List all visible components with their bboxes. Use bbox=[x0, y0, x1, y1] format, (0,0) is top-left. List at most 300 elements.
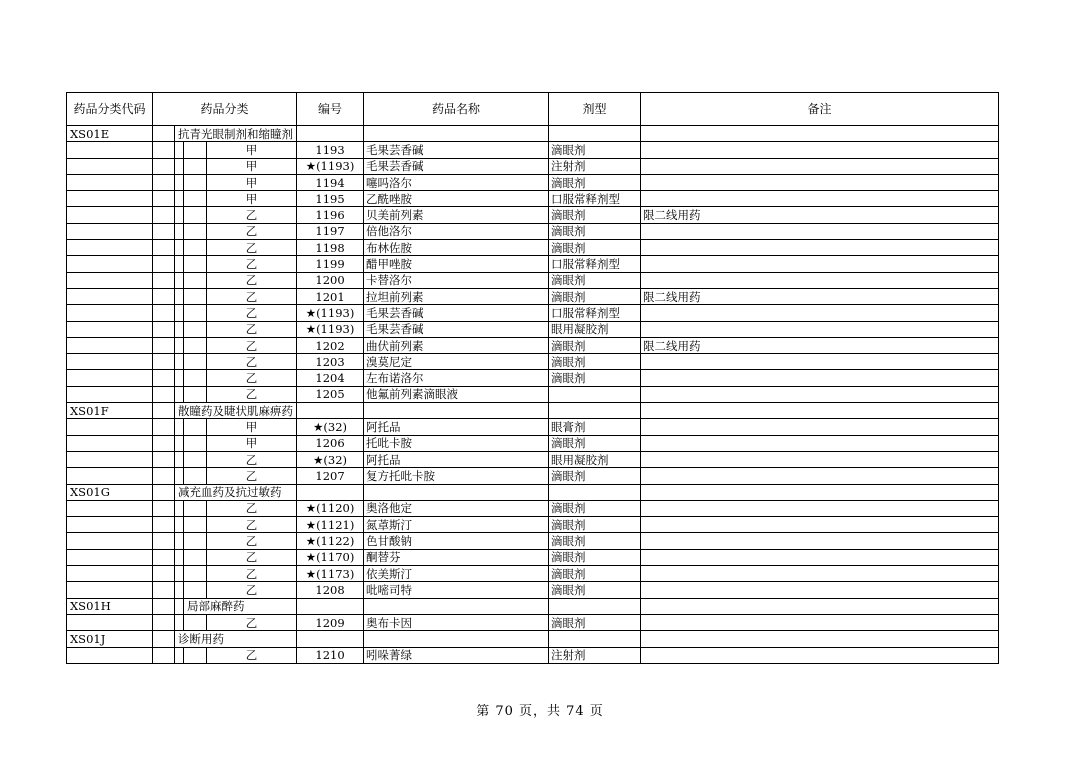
table-row bbox=[67, 207, 999, 223]
indent-cell bbox=[184, 256, 207, 272]
table-row bbox=[67, 370, 999, 386]
note-cell: 限二线用药 bbox=[641, 337, 999, 353]
table-row bbox=[67, 272, 999, 288]
indent-cell bbox=[153, 386, 175, 402]
indent-cell bbox=[184, 549, 207, 565]
note-cell bbox=[641, 174, 999, 190]
dosage-form-cell: 滴眼剂 bbox=[549, 337, 641, 353]
category-cell: 局部麻醉药 bbox=[184, 598, 297, 614]
note-cell bbox=[641, 191, 999, 207]
dosage-form-cell bbox=[549, 386, 641, 402]
indent-cell bbox=[184, 337, 207, 353]
note-cell bbox=[641, 386, 999, 402]
category-row bbox=[67, 598, 999, 614]
header-note: 备注 bbox=[641, 93, 999, 126]
header-name: 药品名称 bbox=[364, 93, 549, 126]
indent-cell bbox=[184, 305, 207, 321]
grade-cell: 乙 bbox=[207, 566, 297, 582]
table-row bbox=[67, 191, 999, 207]
number-cell: 1201 bbox=[297, 288, 364, 304]
dosage-form-cell: 口服常释剂型 bbox=[549, 256, 641, 272]
category-cell: 诊断用药 bbox=[175, 631, 297, 647]
drug-name-cell: 卡替洛尔 bbox=[364, 272, 549, 288]
grade-cell: 乙 bbox=[207, 517, 297, 533]
number-cell: 1208 bbox=[297, 582, 364, 598]
table-body bbox=[67, 126, 999, 664]
number-cell: 1200 bbox=[297, 272, 364, 288]
number-cell: 1194 bbox=[297, 174, 364, 190]
indent-cell bbox=[153, 142, 175, 158]
indent-cell bbox=[175, 142, 184, 158]
number-cell: ★(1193) bbox=[297, 321, 364, 337]
table-row bbox=[67, 419, 999, 435]
grade-cell: 乙 bbox=[207, 321, 297, 337]
indent-cell bbox=[175, 549, 184, 565]
drug-name-cell: 贝美前列素 bbox=[364, 207, 549, 223]
page-footer: 第 70 页，共 74 页 bbox=[476, 704, 604, 719]
indent-cell bbox=[175, 451, 184, 467]
table-row bbox=[67, 288, 999, 304]
dosage-form-cell: 口服常释剂型 bbox=[549, 191, 641, 207]
header-form: 剂型 bbox=[549, 93, 641, 126]
indent-cell bbox=[175, 370, 184, 386]
dosage-form-cell: 眼膏剂 bbox=[549, 419, 641, 435]
number-cell: 1210 bbox=[297, 647, 364, 663]
dosage-form-cell bbox=[549, 484, 641, 500]
number-cell bbox=[297, 631, 364, 647]
dosage-form-cell: 注射剂 bbox=[549, 647, 641, 663]
drug-name-cell: 奥洛他定 bbox=[364, 500, 549, 516]
code-cell bbox=[67, 533, 153, 549]
indent-cell bbox=[153, 191, 175, 207]
code-cell bbox=[67, 647, 153, 663]
code-cell bbox=[67, 142, 153, 158]
indent-cell bbox=[153, 272, 175, 288]
code-cell bbox=[67, 549, 153, 565]
grade-cell: 乙 bbox=[207, 386, 297, 402]
number-cell: ★(1122) bbox=[297, 533, 364, 549]
table-row bbox=[67, 256, 999, 272]
table-row bbox=[67, 582, 999, 598]
drug-name-cell: 拉坦前列素 bbox=[364, 288, 549, 304]
indent-cell bbox=[175, 500, 184, 516]
code-cell bbox=[67, 191, 153, 207]
indent-cell bbox=[175, 256, 184, 272]
indent-cell bbox=[175, 288, 184, 304]
number-cell bbox=[297, 484, 364, 500]
note-cell bbox=[641, 614, 999, 630]
drug-name-cell: 吲哚菁绿 bbox=[364, 647, 549, 663]
indent-cell bbox=[153, 419, 175, 435]
dosage-form-cell: 滴眼剂 bbox=[549, 207, 641, 223]
grade-cell: 乙 bbox=[207, 468, 297, 484]
number-cell: 1193 bbox=[297, 142, 364, 158]
grade-cell: 乙 bbox=[207, 305, 297, 321]
drug-name-cell: 溴莫尼定 bbox=[364, 354, 549, 370]
grade-cell: 乙 bbox=[207, 370, 297, 386]
drug-name-cell: 托吡卡胺 bbox=[364, 435, 549, 451]
code-cell bbox=[67, 305, 153, 321]
indent-cell bbox=[153, 403, 175, 419]
indent-cell bbox=[153, 500, 175, 516]
number-cell bbox=[297, 403, 364, 419]
indent-cell bbox=[175, 321, 184, 337]
indent-cell bbox=[175, 419, 184, 435]
drug-name-cell bbox=[364, 403, 549, 419]
indent-cell bbox=[153, 566, 175, 582]
grade-cell: 乙 bbox=[207, 337, 297, 353]
grade-cell: 甲 bbox=[207, 191, 297, 207]
number-cell: 1198 bbox=[297, 240, 364, 256]
number-cell bbox=[297, 598, 364, 614]
grade-cell: 乙 bbox=[207, 256, 297, 272]
number-cell: ★(1120) bbox=[297, 500, 364, 516]
note-cell bbox=[641, 631, 999, 647]
dosage-form-cell: 滴眼剂 bbox=[549, 288, 641, 304]
grade-cell: 甲 bbox=[207, 174, 297, 190]
dosage-form-cell bbox=[549, 598, 641, 614]
category-row bbox=[67, 126, 999, 142]
indent-cell bbox=[184, 386, 207, 402]
category-cell: 减充血药及抗过敏药 bbox=[175, 484, 297, 500]
grade-cell: 乙 bbox=[207, 288, 297, 304]
table-row bbox=[67, 158, 999, 174]
indent-cell bbox=[153, 468, 175, 484]
dosage-form-cell bbox=[549, 631, 641, 647]
table-row bbox=[67, 517, 999, 533]
dosage-form-cell: 滴眼剂 bbox=[549, 240, 641, 256]
indent-cell bbox=[175, 614, 184, 630]
indent-cell bbox=[184, 207, 207, 223]
code-cell bbox=[67, 566, 153, 582]
table-row bbox=[67, 174, 999, 190]
code-cell bbox=[67, 288, 153, 304]
indent-cell bbox=[153, 631, 175, 647]
indent-cell bbox=[153, 517, 175, 533]
code-cell bbox=[67, 419, 153, 435]
indent-cell bbox=[175, 223, 184, 239]
dosage-form-cell: 滴眼剂 bbox=[549, 223, 641, 239]
indent-cell bbox=[184, 158, 207, 174]
code-cell bbox=[67, 500, 153, 516]
note-cell bbox=[641, 435, 999, 451]
number-cell: ★(1193) bbox=[297, 305, 364, 321]
note-cell bbox=[641, 126, 999, 142]
number-cell: ★(32) bbox=[297, 419, 364, 435]
code-cell bbox=[67, 223, 153, 239]
dosage-form-cell: 滴眼剂 bbox=[549, 614, 641, 630]
drug-name-cell: 左布诺洛尔 bbox=[364, 370, 549, 386]
dosage-form-cell: 滴眼剂 bbox=[549, 370, 641, 386]
grade-cell: 甲 bbox=[207, 142, 297, 158]
indent-cell bbox=[153, 288, 175, 304]
grade-cell: 乙 bbox=[207, 549, 297, 565]
code-cell bbox=[67, 272, 153, 288]
number-cell: ★(1173) bbox=[297, 566, 364, 582]
indent-cell bbox=[184, 272, 207, 288]
note-cell bbox=[641, 419, 999, 435]
indent-cell bbox=[153, 256, 175, 272]
code-cell bbox=[67, 240, 153, 256]
indent-cell bbox=[153, 354, 175, 370]
note-cell bbox=[641, 582, 999, 598]
number-cell bbox=[297, 126, 364, 142]
drug-name-cell: 醋甲唑胺 bbox=[364, 256, 549, 272]
indent-cell bbox=[184, 174, 207, 190]
note-cell bbox=[641, 566, 999, 582]
dosage-form-cell: 滴眼剂 bbox=[549, 566, 641, 582]
indent-cell bbox=[175, 435, 184, 451]
drug-name-cell: 毛果芸香碱 bbox=[364, 158, 549, 174]
indent-cell bbox=[153, 174, 175, 190]
dosage-form-cell: 注射剂 bbox=[549, 158, 641, 174]
code-cell bbox=[67, 614, 153, 630]
code-cell bbox=[67, 435, 153, 451]
indent-cell bbox=[184, 582, 207, 598]
number-cell: 1203 bbox=[297, 354, 364, 370]
dosage-form-cell: 滴眼剂 bbox=[549, 435, 641, 451]
table-row bbox=[67, 500, 999, 516]
indent-cell bbox=[153, 647, 175, 663]
drug-name-cell: 阿托品 bbox=[364, 419, 549, 435]
dosage-form-cell: 滴眼剂 bbox=[549, 533, 641, 549]
drug-name-cell: 毛果芸香碱 bbox=[364, 305, 549, 321]
table-row bbox=[67, 223, 999, 239]
code-cell bbox=[67, 321, 153, 337]
note-cell bbox=[641, 223, 999, 239]
header-number: 编号 bbox=[297, 93, 364, 126]
drug-name-cell bbox=[364, 598, 549, 614]
code-cell: XS01G bbox=[67, 484, 153, 500]
number-cell: 1199 bbox=[297, 256, 364, 272]
indent-cell bbox=[184, 451, 207, 467]
number-cell: ★(1121) bbox=[297, 517, 364, 533]
header-category: 药品分类 bbox=[153, 93, 297, 126]
table-row bbox=[67, 386, 999, 402]
table-row bbox=[67, 549, 999, 565]
grade-cell: 乙 bbox=[207, 240, 297, 256]
number-cell: ★(32) bbox=[297, 451, 364, 467]
indent-cell bbox=[184, 419, 207, 435]
drug-name-cell: 奥布卡因 bbox=[364, 614, 549, 630]
indent-cell bbox=[184, 435, 207, 451]
note-cell bbox=[641, 240, 999, 256]
note-cell bbox=[641, 403, 999, 419]
code-cell: XS01H bbox=[67, 598, 153, 614]
indent-cell bbox=[184, 370, 207, 386]
indent-cell bbox=[175, 272, 184, 288]
dosage-form-cell bbox=[549, 403, 641, 419]
number-cell: 1207 bbox=[297, 468, 364, 484]
grade-cell: 乙 bbox=[207, 272, 297, 288]
drug-name-cell: 酮替芬 bbox=[364, 549, 549, 565]
drug-name-cell: 色甘酸钠 bbox=[364, 533, 549, 549]
grade-cell: 乙 bbox=[207, 223, 297, 239]
drug-name-cell: 他氟前列素滴眼液 bbox=[364, 386, 549, 402]
indent-cell bbox=[184, 223, 207, 239]
indent-cell bbox=[175, 598, 184, 614]
header-code: 药品分类代码 bbox=[67, 93, 153, 126]
number-cell: 1209 bbox=[297, 614, 364, 630]
note-cell bbox=[641, 272, 999, 288]
drug-name-cell: 阿托品 bbox=[364, 451, 549, 467]
note-cell bbox=[641, 321, 999, 337]
note-cell bbox=[641, 451, 999, 467]
indent-cell bbox=[184, 191, 207, 207]
note-cell bbox=[641, 647, 999, 663]
indent-cell bbox=[153, 321, 175, 337]
drug-catalog-table bbox=[66, 92, 999, 664]
drug-name-cell: 毛果芸香碱 bbox=[364, 142, 549, 158]
dosage-form-cell: 眼用凝胶剂 bbox=[549, 451, 641, 467]
code-cell: XS01J bbox=[67, 631, 153, 647]
indent-cell bbox=[175, 354, 184, 370]
table-row bbox=[67, 305, 999, 321]
indent-cell bbox=[153, 158, 175, 174]
grade-cell: 乙 bbox=[207, 533, 297, 549]
note-cell bbox=[641, 305, 999, 321]
number-cell: 1206 bbox=[297, 435, 364, 451]
table-row bbox=[67, 354, 999, 370]
table-row bbox=[67, 240, 999, 256]
grade-cell: 乙 bbox=[207, 614, 297, 630]
code-cell bbox=[67, 517, 153, 533]
drug-name-cell: 吡嘧司特 bbox=[364, 582, 549, 598]
indent-cell bbox=[175, 207, 184, 223]
table-row bbox=[67, 533, 999, 549]
number-cell: 1205 bbox=[297, 386, 364, 402]
code-cell bbox=[67, 582, 153, 598]
note-cell bbox=[641, 142, 999, 158]
dosage-form-cell: 眼用凝胶剂 bbox=[549, 321, 641, 337]
code-cell bbox=[67, 158, 153, 174]
table-row bbox=[67, 451, 999, 467]
indent-cell bbox=[175, 533, 184, 549]
drug-name-cell: 布林佐胺 bbox=[364, 240, 549, 256]
indent-cell bbox=[184, 321, 207, 337]
indent-cell bbox=[153, 533, 175, 549]
indent-cell bbox=[153, 223, 175, 239]
grade-cell: 甲 bbox=[207, 419, 297, 435]
indent-cell bbox=[153, 435, 175, 451]
note-cell bbox=[641, 500, 999, 516]
dosage-form-cell bbox=[549, 126, 641, 142]
indent-cell bbox=[175, 240, 184, 256]
indent-cell bbox=[175, 337, 184, 353]
dosage-form-cell: 滴眼剂 bbox=[549, 582, 641, 598]
indent-cell bbox=[153, 305, 175, 321]
category-cell: 散瞳药及睫状肌麻痹药 bbox=[175, 403, 297, 419]
drug-name-cell: 复方托吡卡胺 bbox=[364, 468, 549, 484]
code-cell: XS01F bbox=[67, 403, 153, 419]
drug-name-cell: 曲伏前列素 bbox=[364, 337, 549, 353]
indent-cell bbox=[153, 614, 175, 630]
table-row bbox=[67, 566, 999, 582]
table-row bbox=[67, 614, 999, 630]
indent-cell bbox=[184, 517, 207, 533]
note-cell bbox=[641, 256, 999, 272]
indent-cell bbox=[153, 484, 175, 500]
code-cell bbox=[67, 207, 153, 223]
number-cell: 1196 bbox=[297, 207, 364, 223]
note-cell bbox=[641, 370, 999, 386]
grade-cell: 乙 bbox=[207, 500, 297, 516]
grade-cell: 乙 bbox=[207, 647, 297, 663]
code-cell: XS01E bbox=[67, 126, 153, 142]
indent-cell bbox=[184, 566, 207, 582]
table-row bbox=[67, 337, 999, 353]
indent-cell bbox=[184, 647, 207, 663]
note-cell bbox=[641, 354, 999, 370]
category-row bbox=[67, 631, 999, 647]
note-cell bbox=[641, 549, 999, 565]
code-cell bbox=[67, 386, 153, 402]
indent-cell bbox=[175, 305, 184, 321]
note-cell bbox=[641, 468, 999, 484]
category-row bbox=[67, 484, 999, 500]
indent-cell bbox=[153, 582, 175, 598]
grade-cell: 甲 bbox=[207, 435, 297, 451]
indent-cell bbox=[153, 126, 175, 142]
indent-cell bbox=[184, 500, 207, 516]
drug-name-cell: 氮䓬斯汀 bbox=[364, 517, 549, 533]
drug-name-cell: 倍他洛尔 bbox=[364, 223, 549, 239]
grade-cell: 乙 bbox=[207, 451, 297, 467]
table-header-row bbox=[67, 93, 999, 126]
grade-cell: 乙 bbox=[207, 207, 297, 223]
indent-cell bbox=[153, 240, 175, 256]
indent-cell bbox=[184, 468, 207, 484]
drug-name-cell bbox=[364, 631, 549, 647]
code-cell bbox=[67, 468, 153, 484]
dosage-form-cell: 滴眼剂 bbox=[549, 549, 641, 565]
grade-cell: 乙 bbox=[207, 354, 297, 370]
dosage-form-cell: 滴眼剂 bbox=[549, 500, 641, 516]
drug-name-cell: 毛果芸香碱 bbox=[364, 321, 549, 337]
indent-cell bbox=[175, 386, 184, 402]
table-row bbox=[67, 468, 999, 484]
indent-cell bbox=[184, 288, 207, 304]
drug-name-cell bbox=[364, 484, 549, 500]
indent-cell bbox=[184, 142, 207, 158]
indent-cell bbox=[184, 240, 207, 256]
indent-cell bbox=[184, 354, 207, 370]
dosage-form-cell: 滴眼剂 bbox=[549, 517, 641, 533]
dosage-form-cell: 滴眼剂 bbox=[549, 142, 641, 158]
note-cell: 限二线用药 bbox=[641, 288, 999, 304]
code-cell bbox=[67, 174, 153, 190]
indent-cell bbox=[175, 468, 184, 484]
indent-cell bbox=[184, 533, 207, 549]
indent-cell bbox=[175, 191, 184, 207]
dosage-form-cell: 口服常释剂型 bbox=[549, 305, 641, 321]
table-row bbox=[67, 435, 999, 451]
note-cell bbox=[641, 484, 999, 500]
dosage-form-cell: 滴眼剂 bbox=[549, 174, 641, 190]
indent-cell bbox=[153, 598, 175, 614]
note-cell: 限二线用药 bbox=[641, 207, 999, 223]
category-cell: 抗青光眼制剂和缩瞳剂 bbox=[175, 126, 297, 142]
code-cell bbox=[67, 337, 153, 353]
grade-cell: 乙 bbox=[207, 582, 297, 598]
table-row bbox=[67, 321, 999, 337]
code-cell bbox=[67, 451, 153, 467]
indent-cell bbox=[153, 207, 175, 223]
grade-cell: 甲 bbox=[207, 158, 297, 174]
dosage-form-cell: 滴眼剂 bbox=[549, 354, 641, 370]
category-row bbox=[67, 403, 999, 419]
note-cell bbox=[641, 598, 999, 614]
